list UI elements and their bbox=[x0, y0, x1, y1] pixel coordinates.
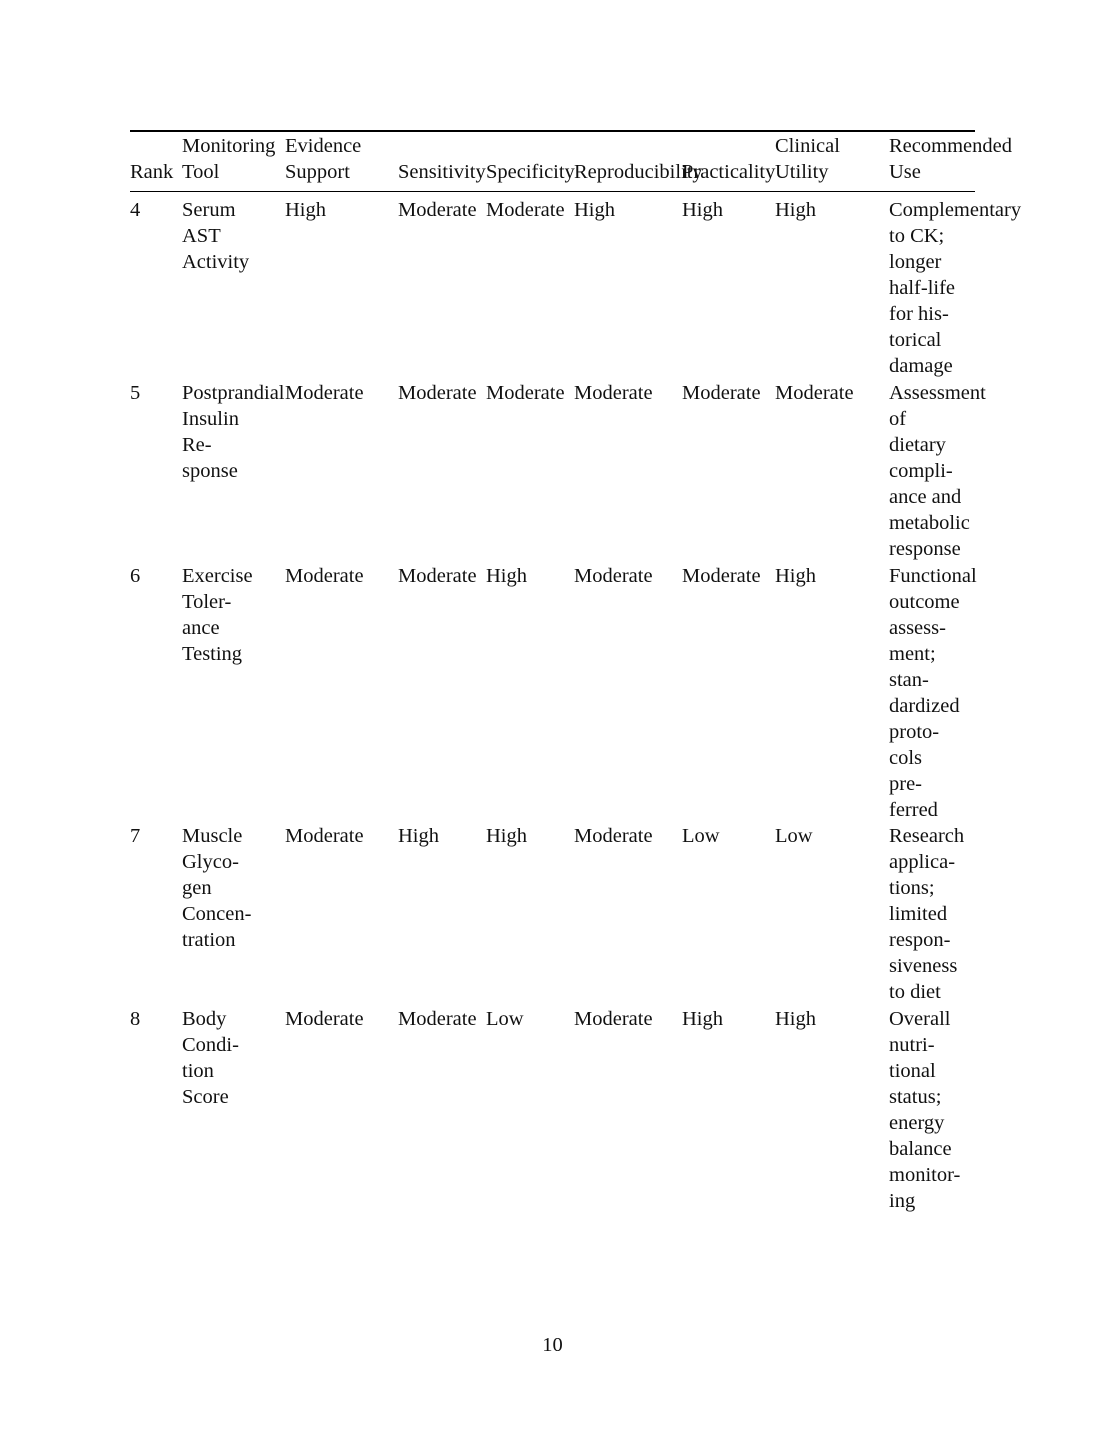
cell-line: balance bbox=[889, 1138, 952, 1160]
cell-line: nutri- bbox=[889, 1034, 935, 1056]
header-line bbox=[486, 133, 575, 159]
cell-utility bbox=[775, 563, 816, 589]
column-header-sensitivity bbox=[398, 133, 486, 185]
cell-line: ferred bbox=[889, 799, 938, 821]
cell-line: High bbox=[775, 565, 816, 587]
cell-reproducibility bbox=[574, 563, 653, 589]
cell-line: Score bbox=[182, 1086, 229, 1108]
cell-line: High bbox=[682, 1008, 723, 1030]
cell-line: Glyco- bbox=[182, 851, 239, 873]
cell-specificity bbox=[486, 197, 565, 223]
cell-rank bbox=[130, 380, 140, 406]
cell-line: 5 bbox=[130, 382, 141, 404]
column-header-evidence bbox=[285, 133, 361, 185]
cell-line: 6 bbox=[130, 565, 141, 587]
cell-line: sponse bbox=[182, 460, 238, 482]
cell-use bbox=[889, 1006, 960, 1214]
cell-line: dardized bbox=[889, 695, 960, 717]
header-line: Utility bbox=[775, 161, 829, 183]
cell-line: Research bbox=[889, 825, 965, 847]
cell-sensitivity bbox=[398, 1006, 477, 1032]
cell-line: Moderate bbox=[574, 565, 653, 587]
cell-line: energy bbox=[889, 1112, 945, 1134]
cell-sensitivity bbox=[398, 380, 477, 406]
cell-practicality bbox=[682, 197, 723, 223]
cell-line: for his- bbox=[889, 303, 949, 325]
cell-line: tration bbox=[182, 929, 236, 951]
cell-line: Low bbox=[486, 1008, 524, 1030]
cell-evidence bbox=[285, 197, 326, 223]
cell-line: Moderate bbox=[574, 382, 653, 404]
cell-specificity bbox=[486, 380, 565, 406]
cell-line: torical bbox=[889, 329, 942, 351]
cell-line: to CK; bbox=[889, 225, 945, 247]
cell-line: cols bbox=[889, 747, 923, 769]
cell-rank bbox=[130, 197, 140, 223]
cell-line: Body bbox=[182, 1008, 227, 1030]
header-line: Sensitivity bbox=[398, 161, 486, 183]
cell-line: Low bbox=[775, 825, 813, 847]
cell-line: assess- bbox=[889, 617, 946, 639]
cell-line: 7 bbox=[130, 825, 141, 847]
cell-line: gen bbox=[182, 877, 212, 899]
cell-use bbox=[889, 197, 1021, 379]
cell-line: Moderate bbox=[775, 382, 854, 404]
cell-sensitivity bbox=[398, 823, 439, 849]
cell-line: Moderate bbox=[398, 382, 477, 404]
cell-line: outcome bbox=[889, 591, 960, 613]
cell-line: Activity bbox=[182, 251, 250, 273]
cell-sensitivity bbox=[398, 563, 477, 589]
cell-line: tional bbox=[889, 1060, 936, 1082]
header-line: Clinical bbox=[775, 135, 840, 157]
cell-line: Moderate bbox=[398, 1008, 477, 1030]
cell-line: Moderate bbox=[285, 825, 364, 847]
cell-rank bbox=[130, 823, 140, 849]
cell-rank bbox=[130, 1006, 140, 1032]
cell-utility bbox=[775, 1006, 816, 1032]
cell-line: ance bbox=[182, 617, 220, 639]
cell-reproducibility bbox=[574, 1006, 653, 1032]
cell-utility bbox=[775, 380, 854, 406]
cell-line: High bbox=[682, 199, 723, 221]
header-line bbox=[130, 133, 173, 159]
cell-reproducibility bbox=[574, 380, 653, 406]
cell-line: High bbox=[574, 199, 615, 221]
cell-use bbox=[889, 380, 986, 562]
cell-line: Low bbox=[682, 825, 720, 847]
header-line bbox=[398, 133, 486, 159]
header-line: Monitoring bbox=[182, 135, 276, 157]
cell-line: Moderate bbox=[486, 382, 565, 404]
cell-evidence bbox=[285, 563, 364, 589]
cell-line: status; bbox=[889, 1086, 942, 1108]
cell-line: Moderate bbox=[285, 565, 364, 587]
column-header-practicality bbox=[682, 133, 775, 185]
cell-rank bbox=[130, 563, 140, 589]
cell-line: Moderate bbox=[486, 199, 565, 221]
header-line: Evidence bbox=[285, 135, 362, 157]
table-top-rule bbox=[130, 130, 975, 132]
cell-use bbox=[889, 823, 964, 1005]
cell-line: Moderate bbox=[285, 382, 364, 404]
cell-line: Exercise bbox=[182, 565, 253, 587]
table-header-rule bbox=[130, 191, 975, 192]
column-header-use bbox=[889, 133, 1012, 185]
cell-practicality bbox=[682, 380, 761, 406]
cell-line: proto- bbox=[889, 721, 940, 743]
cell-evidence bbox=[285, 823, 364, 849]
cell-line: ment; bbox=[889, 643, 936, 665]
cell-line: Postprandial bbox=[182, 382, 285, 404]
header-line: Reproducibility bbox=[574, 161, 703, 183]
cell-line: compli- bbox=[889, 460, 953, 482]
cell-line: High bbox=[775, 199, 816, 221]
cell-line: limited bbox=[889, 903, 948, 925]
cell-line: Moderate bbox=[285, 1008, 364, 1030]
cell-specificity bbox=[486, 823, 527, 849]
header-line: Tool bbox=[182, 161, 220, 183]
cell-evidence bbox=[285, 1006, 364, 1032]
column-header-specificity bbox=[486, 133, 575, 185]
cell-specificity bbox=[486, 563, 527, 589]
cell-sensitivity bbox=[398, 197, 477, 223]
cell-practicality bbox=[682, 563, 761, 589]
cell-line: Functional bbox=[889, 565, 977, 587]
cell-line: respon- bbox=[889, 929, 951, 951]
cell-line: applica- bbox=[889, 851, 956, 873]
cell-line: monitor- bbox=[889, 1164, 961, 1186]
cell-line: Moderate bbox=[574, 1008, 653, 1030]
cell-line: AST bbox=[182, 225, 221, 247]
cell-line: damage bbox=[889, 355, 953, 377]
cell-line: to diet bbox=[889, 981, 941, 1003]
cell-evidence bbox=[285, 380, 364, 406]
cell-line: Overall bbox=[889, 1008, 951, 1030]
cell-line: longer bbox=[889, 251, 942, 273]
cell-line: Moderate bbox=[682, 382, 761, 404]
cell-line: Re- bbox=[182, 434, 212, 456]
cell-utility bbox=[775, 197, 816, 223]
cell-line: tions; bbox=[889, 877, 935, 899]
header-line: Rank bbox=[130, 161, 174, 183]
cell-line: stan- bbox=[889, 669, 929, 691]
cell-tool bbox=[182, 380, 285, 484]
cell-tool bbox=[182, 1006, 239, 1110]
header-line: Specificity bbox=[486, 161, 575, 183]
cell-tool bbox=[182, 823, 251, 953]
cell-line: Concen- bbox=[182, 903, 252, 925]
cell-line: High bbox=[398, 825, 439, 847]
header-line: Practicality bbox=[682, 161, 776, 183]
page-number: 10 bbox=[542, 1334, 563, 1356]
column-header-tool bbox=[182, 133, 275, 185]
cell-line: Testing bbox=[182, 643, 243, 665]
cell-line: High bbox=[486, 565, 527, 587]
cell-tool bbox=[182, 197, 249, 275]
cell-line: of bbox=[889, 408, 907, 430]
header-line bbox=[682, 133, 775, 159]
cell-tool bbox=[182, 563, 253, 667]
cell-reproducibility bbox=[574, 823, 653, 849]
cell-line: half-life bbox=[889, 277, 956, 299]
cell-line: Moderate bbox=[398, 565, 477, 587]
column-header-rank bbox=[130, 133, 173, 185]
cell-reproducibility bbox=[574, 197, 615, 223]
cell-line: Moderate bbox=[398, 199, 477, 221]
cell-line: ing bbox=[889, 1190, 916, 1212]
cell-line: Assessment bbox=[889, 382, 986, 404]
column-header-utility bbox=[775, 133, 840, 185]
header-line: Use bbox=[889, 161, 921, 183]
cell-line: High bbox=[285, 199, 326, 221]
cell-line: High bbox=[486, 825, 527, 847]
cell-utility bbox=[775, 823, 813, 849]
cell-line: response bbox=[889, 538, 961, 560]
cell-line: Muscle bbox=[182, 825, 243, 847]
header-line: Recommended bbox=[889, 135, 1012, 157]
cell-line: High bbox=[775, 1008, 816, 1030]
cell-line: Toler- bbox=[182, 591, 232, 613]
cell-line: ance and bbox=[889, 486, 962, 508]
cell-line: Moderate bbox=[682, 565, 761, 587]
header-line: Support bbox=[285, 161, 350, 183]
cell-line: Condi- bbox=[182, 1034, 239, 1056]
cell-line: siveness bbox=[889, 955, 958, 977]
cell-line: Moderate bbox=[574, 825, 653, 847]
cell-line: pre- bbox=[889, 773, 923, 795]
cell-practicality bbox=[682, 823, 720, 849]
cell-line: dietary bbox=[889, 434, 946, 456]
cell-line: Serum bbox=[182, 199, 236, 221]
cell-line: tion bbox=[182, 1060, 214, 1082]
cell-specificity bbox=[486, 1006, 524, 1032]
cell-line: 4 bbox=[130, 199, 141, 221]
cell-practicality bbox=[682, 1006, 723, 1032]
cell-line: Insulin bbox=[182, 408, 239, 430]
cell-line: metabolic bbox=[889, 512, 970, 534]
cell-line: 8 bbox=[130, 1008, 141, 1030]
cell-use bbox=[889, 563, 977, 823]
cell-line: Complementary bbox=[889, 199, 1022, 221]
